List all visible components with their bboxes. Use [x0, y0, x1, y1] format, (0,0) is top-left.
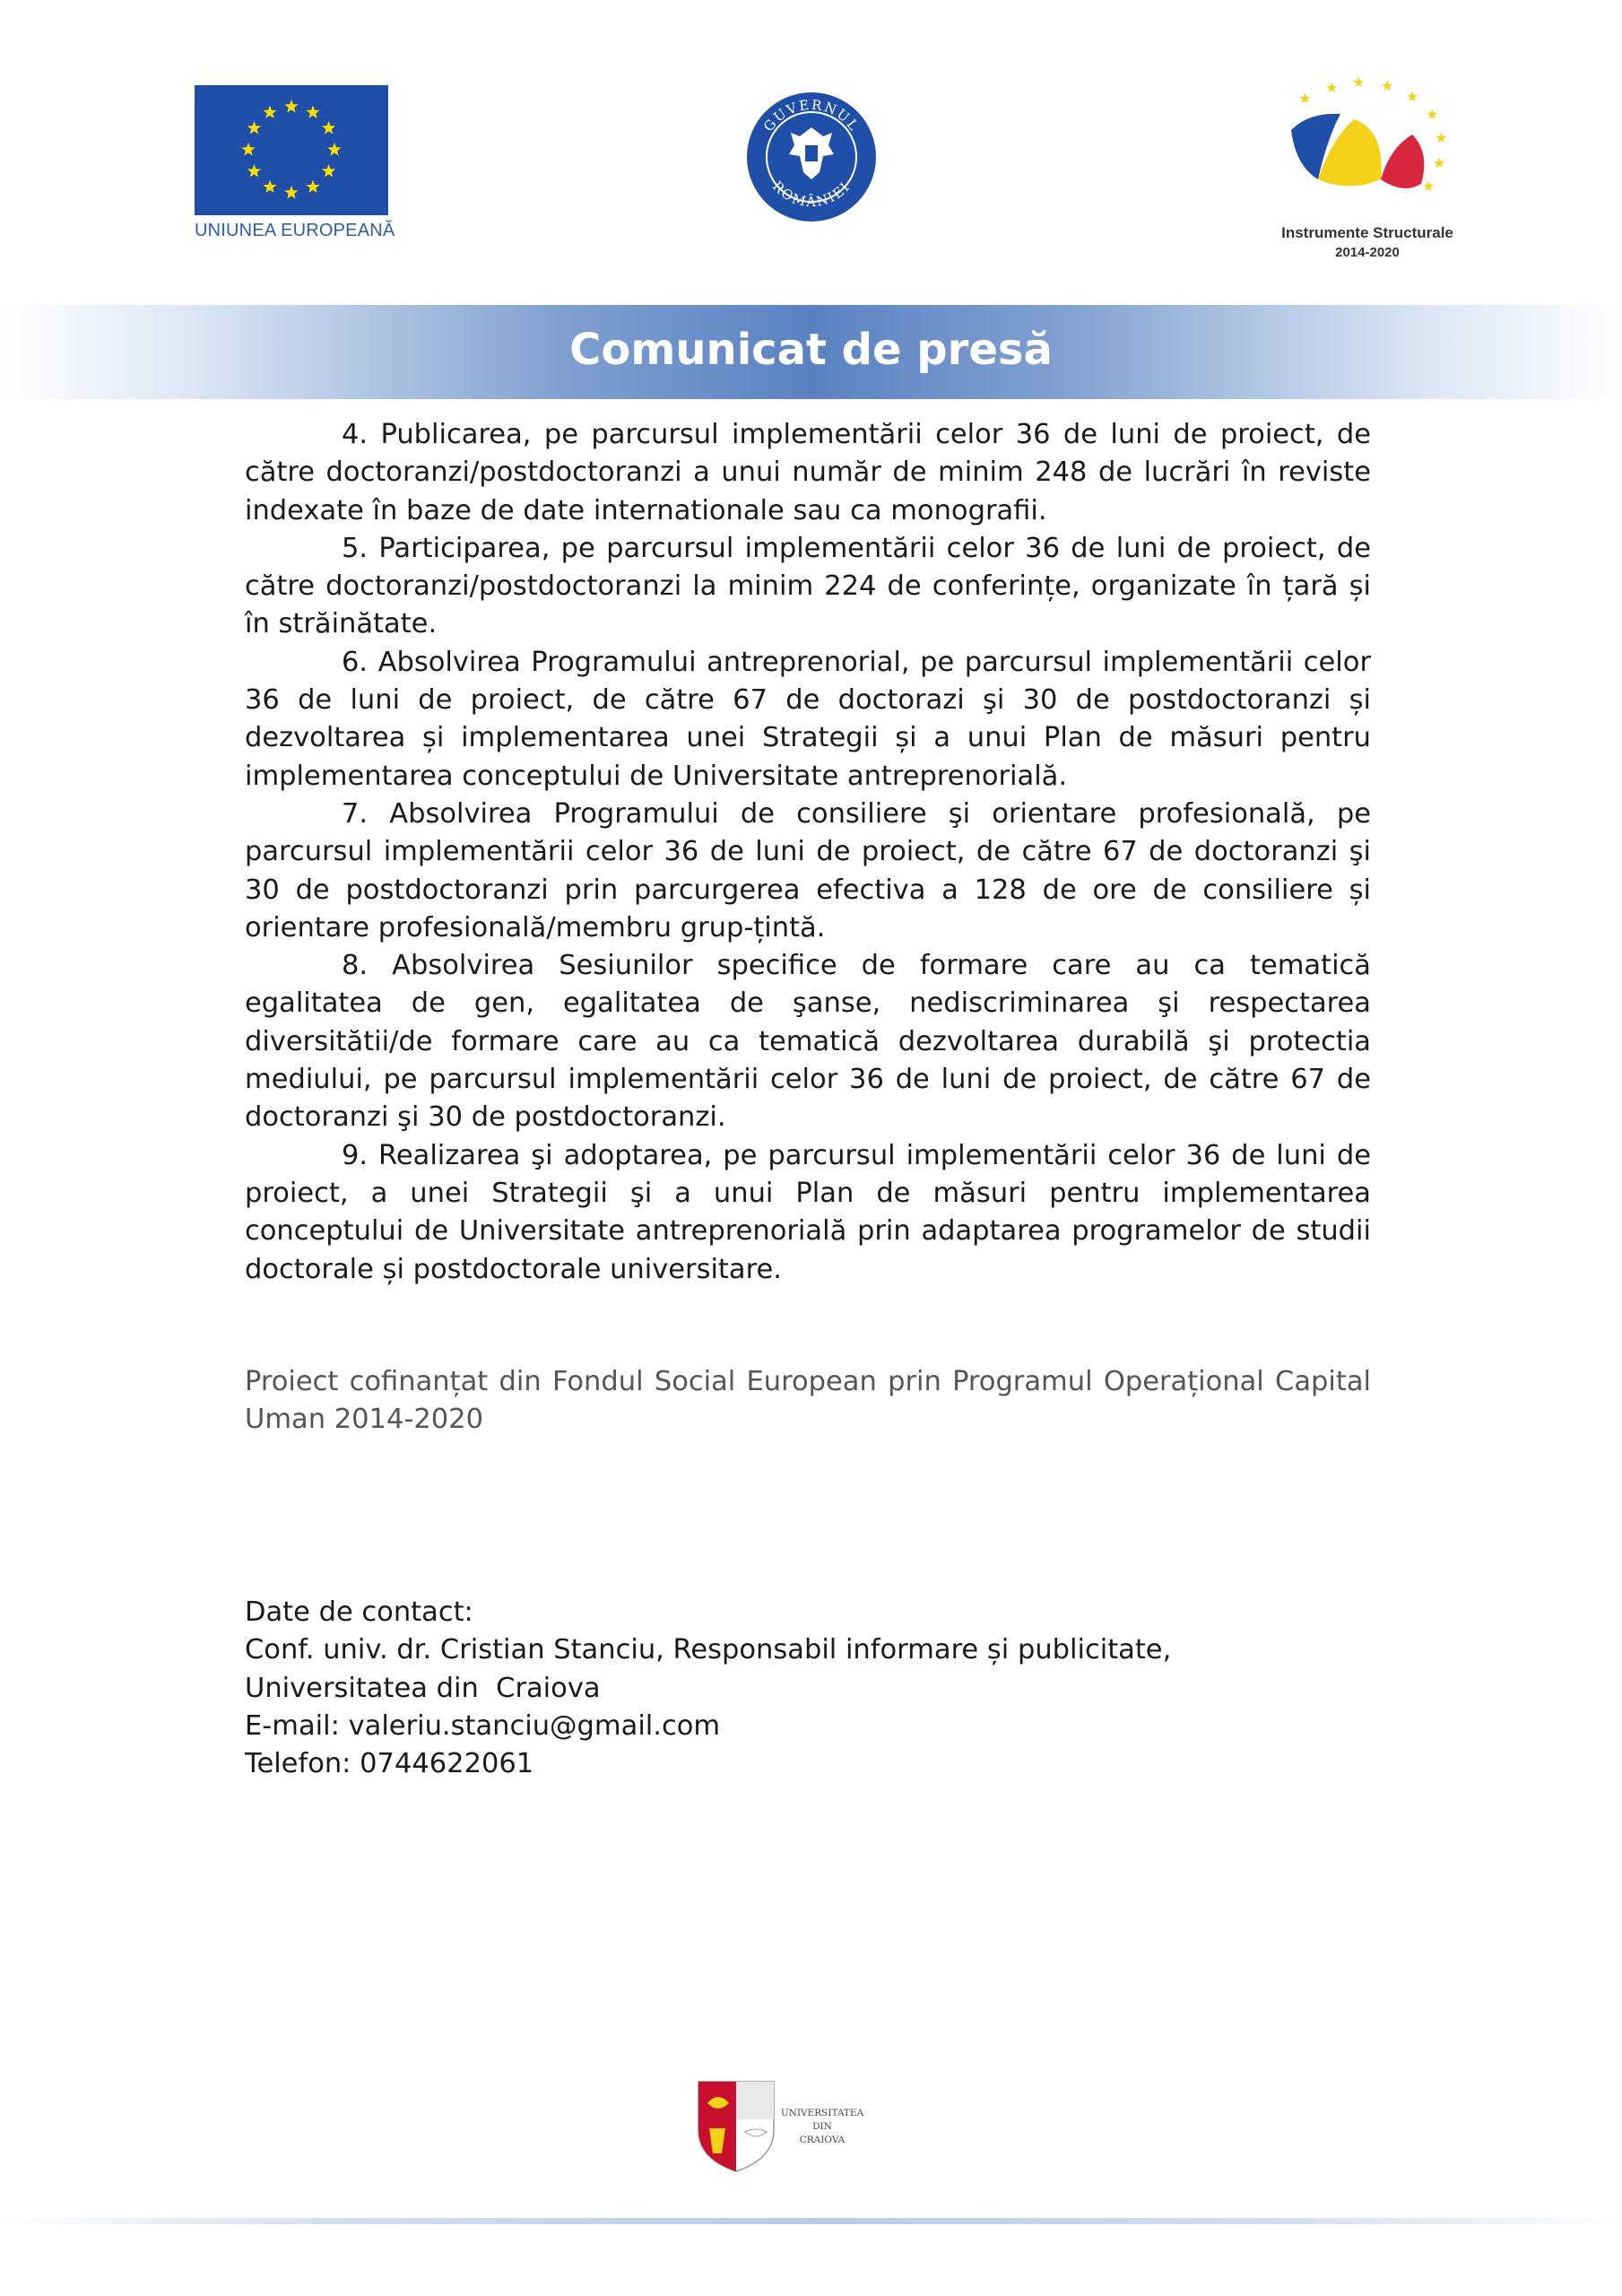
svg-text:★: ★	[1325, 79, 1339, 96]
eu-star-icon	[322, 121, 335, 134]
svg-text:★: ★	[1433, 154, 1446, 171]
eu-star-icon	[263, 180, 276, 193]
eu-logo	[195, 85, 395, 241]
svg-text:ROMÂNIEI: ROMÂNIEI	[768, 178, 854, 211]
objective-paragraph-4: 4. Publicarea, pe parcursul implementării celor 36 de luni de proiect, de către doctoranzi/postdoctoranzi a unui număr de minim 248 de lucrări în reviste indexate în baze de date internationale sau ca monografii.	[245, 419, 1371, 526]
page-title: Comunicat de presă	[569, 325, 1053, 375]
eu-flag	[195, 85, 388, 215]
is-caption-title: Instrumente Structurale	[1281, 224, 1453, 241]
structural-instruments-icon	[1255, 76, 1479, 220]
objectives-list	[245, 416, 1371, 1289]
eu-star-icon	[306, 180, 319, 193]
eu-stars-icon	[195, 85, 388, 215]
svg-text:★: ★	[1422, 178, 1436, 195]
svg-text:★: ★	[1426, 106, 1439, 123]
eu-caption: UNIUNEA EUROPEANĂ	[195, 221, 395, 240]
svg-text:★: ★	[1406, 88, 1419, 105]
svg-text:★: ★	[1352, 76, 1366, 91]
svg-text:★: ★	[1298, 90, 1312, 107]
contact-heading: Date de contact:	[245, 1596, 473, 1628]
university-crest-icon	[695, 2076, 777, 2175]
objective-paragraph-6: 6. Absolvirea Programului antreprenorial, pe parcursul implementării celor 36 de luni de proiect, de către 67 de doctorazi şi 30 de postdoctoranzi și dezvoltarea și implementarea unei Strategii și a unui Plan de măsuri pentru implementarea conceptului de Universitate antreprenorială.	[245, 646, 1371, 792]
svg-text:GUVERNUL: GUVERNUL	[760, 96, 863, 135]
university-name: UNIVERSITATEA DIN CRAIOVA	[780, 2108, 864, 2145]
is-caption-years: 2014-2020	[1335, 245, 1400, 260]
eu-star-icon	[284, 100, 298, 112]
objective-paragraph-8: 8. Absolvirea Sesiunilor specifice de formare care au ca tematică egalitatea de gen, egalitatea de şanse, nediscriminarea şi respectarea diversitătii/de formare care au ca tematică dezvoltarea durabilă şi protectia mediului, pe parcursul implementării celor 36 de luni de proiect, de către 67 de doctoranzi şi 30 de postdoctoranzi.	[245, 950, 1371, 1134]
eu-star-icon	[247, 164, 261, 177]
objective-paragraph-9: 9. Realizarea şi adoptarea, pe parcursul implementării celor 36 de luni de proiect, a unei Strategii şi a unui Plan de măsuri pentru implementarea conceptului de Universitate antreprenorială prin adaptarea programelor de studii doctorale și postdoctorale universitare.	[245, 1139, 1371, 1285]
contact-block	[245, 1594, 1371, 1783]
eu-star-icon	[263, 105, 276, 117]
funding-note: Proiect cofinanțat din Fondul Social European prin Programul Operațional Capital Uman 2014-2020	[245, 1366, 1371, 1436]
press-release-banner	[0, 305, 1622, 399]
eu-star-icon	[306, 105, 319, 117]
contact-phone: Telefon: 0744622061	[245, 1748, 534, 1780]
contact-email: E-mail: valeriu.stanciu@gmail.com	[245, 1709, 721, 1742]
contact-institution: Universitatea din Craiova	[245, 1672, 601, 1704]
eu-star-icon	[284, 186, 298, 198]
footer-divider	[0, 2218, 1622, 2224]
objective-paragraph-5: 5. Participarea, pe parcursul implementării celor 36 de luni de proiect, de către doctoranzi/postdoctoranzi la minim 224 de conferințe, organizate în țară și în străinătate.	[245, 532, 1371, 640]
structural-instruments-logo	[1255, 76, 1479, 265]
eu-star-icon	[327, 143, 341, 155]
eu-star-icon	[322, 164, 335, 177]
contact-person: Conf. univ. dr. Cristian Stanciu, Responsabil informare și publicitate,	[245, 1634, 1172, 1666]
eu-star-icon	[247, 121, 261, 134]
government-seal	[744, 90, 879, 224]
objective-paragraph-7: 7. Absolvirea Programului de consiliere şi orientare profesională, pe parcursul implementării celor 36 de luni de proiect, de către 67 de doctoranzi şi 30 de postdoctoranzi prin parcurgerea efectiva a 128 de ore de consiliere și orientare profesională/membru grup-țintă.	[245, 797, 1371, 944]
svg-text:★: ★	[1435, 129, 1448, 146]
svg-text:★: ★	[1381, 77, 1394, 94]
university-logo	[695, 2076, 874, 2175]
eu-star-icon	[241, 143, 255, 155]
